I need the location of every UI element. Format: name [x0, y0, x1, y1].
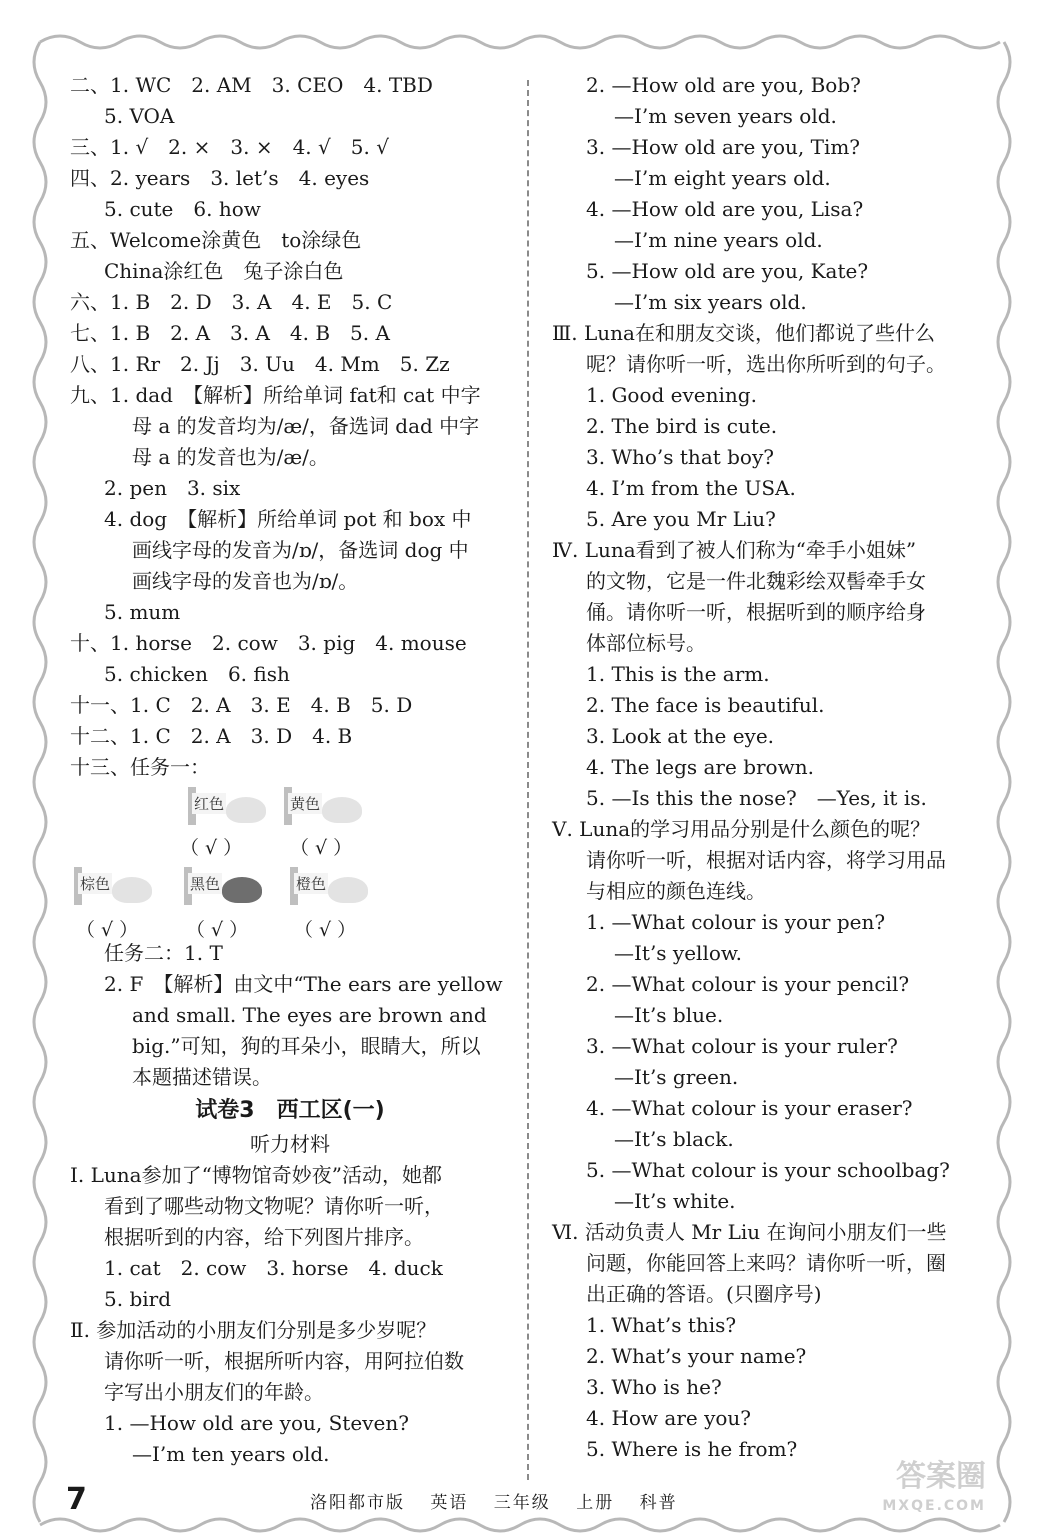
color-label: 橙色: [296, 875, 327, 893]
task1-picture-black: [184, 863, 268, 909]
text-line: —I’m ten years old.: [132, 1442, 330, 1466]
text-line: —It’s green.: [614, 1065, 739, 1089]
watermark-url: MXQE.COM: [882, 1498, 986, 1514]
text-line: 呢？请你听一听，选出你所听到的句子。: [586, 352, 946, 376]
text-line: Ⅵ. 活动负责人 Mr Liu 在询问小朋友们一些: [552, 1220, 947, 1244]
text-line: 根据听到的内容，给下列图片排序。: [104, 1225, 424, 1249]
text-line: big.”可知，狗的耳朵小，眼睛大，所以: [132, 1034, 481, 1058]
text-line: 2. pen 3. six: [104, 476, 241, 500]
text-line: 1. This is the arm.: [586, 662, 770, 686]
text-line: —It’s blue.: [614, 1003, 724, 1027]
text-line: Ⅰ. Luna参加了“博物馆奇妙夜”活动，她都: [70, 1163, 443, 1187]
text-line: 1. What’s this?: [586, 1313, 737, 1337]
text-line: 十二、1. C 2. A 3. D 4. B: [70, 724, 353, 748]
color-label: 黄色: [290, 795, 321, 813]
text-line: 问题，你能回答上来吗？请你听一听，圈: [586, 1251, 946, 1275]
text-line: Ⅲ. Luna在和朋友交谈，他们都说了些什么: [552, 321, 935, 345]
text-line: 1. Good evening.: [586, 383, 757, 407]
text-line: —It’s black.: [614, 1127, 734, 1151]
text-line: 4. —What colour is your eraser?: [586, 1096, 913, 1120]
text-line: 2. F 【解析】由文中“The ears are yellow: [104, 972, 503, 996]
color-label: 棕色: [80, 875, 111, 893]
text-line: —I’m nine years old.: [614, 228, 823, 252]
text-line: 2. —What colour is your pencil?: [586, 972, 910, 996]
text-line: 3. —What colour is your ruler?: [586, 1034, 898, 1058]
answer-key-lines: [70, 70, 510, 783]
text-line: 3. Who’s that boy?: [586, 445, 774, 469]
text-line: and small. The eyes are brown and: [132, 1003, 487, 1027]
right-column: [552, 70, 992, 1465]
text-line: 2. The bird is cute.: [586, 414, 778, 438]
test-paper-heading: 试卷3 西工区(一): [195, 1098, 385, 1123]
text-line: 与相应的颜色连线。: [586, 879, 766, 903]
text-line: 4. —How old are you, Lisa?: [586, 197, 864, 221]
text-line: 五、Welcome涂黄色 to涂绿色: [70, 228, 362, 252]
text-line: 四、2. years 3. let’s 4. eyes: [70, 166, 370, 190]
text-line: 请你听一听，根据对话内容，将学习用品: [586, 848, 946, 872]
text-line: 5. cute 6. how: [104, 197, 261, 221]
listening-script-lines: [552, 70, 992, 1465]
check-mark: （ √ ）: [180, 837, 243, 859]
text-line: —It’s white.: [614, 1189, 736, 1213]
text-line: 1. cat 2. cow 3. horse 4. duck: [104, 1256, 443, 1280]
text-line: 4. I’m from the USA.: [586, 476, 796, 500]
text-line: —It’s yellow.: [614, 941, 742, 965]
listening-material-heading: 听力材料: [250, 1132, 330, 1156]
text-line: 3. —How old are you, Tim?: [586, 135, 861, 159]
text-line: —I’m six years old.: [614, 290, 807, 314]
text-line: 5. —Is this the nose? —Yes, it is.: [586, 786, 927, 810]
text-line: 5. bird: [104, 1287, 172, 1311]
task2-lines: [70, 938, 510, 1093]
left-column: [70, 70, 510, 1470]
text-line: China涂红色 兔子涂白色: [104, 259, 344, 283]
text-line: 七、1. B 2. A 3. A 4. B 5. A: [70, 321, 390, 345]
text-line: Ⅳ. Luna看到了被人们称为“牵手小姐妹”: [552, 538, 917, 562]
text-line: 字写出小朋友们的年龄。: [104, 1380, 324, 1404]
text-line: 母 a 的发音均为/æ/，备选词 dad 中字: [132, 414, 480, 438]
text-line: 5. mum: [104, 600, 181, 624]
page-footer: [60, 1459, 1000, 1522]
text-line: 八、1. Rr 2. Jj 3. Uu 4. Mm 5. Zz: [70, 352, 450, 376]
text-line: 5. —What colour is your schoolbag?: [586, 1158, 950, 1182]
footer-edition-text: 洛阳都市版 英语 三年级 上册 科普: [310, 1493, 678, 1513]
text-line: 1. —How old are you, Steven?: [104, 1411, 409, 1435]
text-line: 2. The face is beautiful.: [586, 693, 825, 717]
text-line: 5. Are you Mr Liu?: [586, 507, 776, 531]
check-mark: （ √ ）: [76, 919, 139, 941]
text-line: 5. chicken 6. fish: [104, 662, 290, 686]
text-line: 画线字母的发音为/ɒ/，备选词 dog 中: [132, 538, 469, 562]
text-line: 4. dog 【解析】所给单词 pot 和 box 中: [104, 507, 472, 531]
text-line: 1. —What colour is your pen?: [586, 910, 886, 934]
task1-picture-grid: [76, 783, 510, 941]
color-label: 黑色: [190, 875, 221, 893]
listening-material-lines: [70, 1160, 510, 1470]
text-line: 3. Look at the eye.: [586, 724, 775, 748]
text-line: 十、1. horse 2. cow 3. pig 4. mouse: [70, 631, 467, 655]
text-line: 九、1. dad 【解析】所给单词 fat和 cat 中字: [70, 383, 481, 407]
text-line: 5. —How old are you, Kate?: [586, 259, 869, 283]
text-line: 5. Where is he from?: [586, 1437, 798, 1461]
text-line: 六、1. B 2. D 3. A 4. E 5. C: [70, 290, 393, 314]
task1-picture-orange: [290, 863, 374, 909]
text-line: 本题描述错误。: [132, 1065, 272, 1089]
task1-picture-red: [188, 783, 272, 829]
watermark-logo: [882, 1451, 986, 1514]
text-line: 请你听一听，根据所听内容，用阿拉伯数: [104, 1349, 464, 1373]
watermark-text: 答案圈: [896, 1459, 986, 1494]
text-line: 出正确的答语。(只圈序号): [586, 1282, 822, 1306]
check-mark: （ √ ）: [186, 919, 249, 941]
text-line: 2. —How old are you, Bob?: [586, 73, 861, 97]
text-line: 的文物，它是一件北魏彩绘双髻牵手女: [586, 569, 926, 593]
check-mark: （ √ ）: [290, 837, 353, 859]
color-label: 红色: [194, 795, 225, 813]
text-line: 三、1. √ 2. × 3. × 4. √ 5. √: [70, 135, 389, 159]
text-line: Ⅴ. Luna的学习用品分别是什么颜色的呢？: [552, 817, 931, 841]
column-divider: [527, 80, 529, 1480]
text-line: 5. VOA: [104, 104, 175, 128]
text-line: 4. How are you?: [586, 1406, 752, 1430]
text-line: 看到了哪些动物文物呢？请你听一听，: [104, 1194, 444, 1218]
text-line: 母 a 的发音也为/æ/。: [132, 445, 329, 469]
text-line: —I’m seven years old.: [614, 104, 837, 128]
text-line: 4. The legs are brown.: [586, 755, 814, 779]
text-line: 十三、任务一：: [70, 755, 210, 779]
text-line: 二、1. WC 2. AM 3. CEO 4. TBD: [70, 73, 433, 97]
task1-picture-brown: [74, 863, 158, 909]
text-line: —I’m eight years old.: [614, 166, 831, 190]
text-line: 2. What’s your name?: [586, 1344, 807, 1368]
text-line: 任务二：1. T: [104, 941, 223, 965]
text-line: 画线字母的发音也为/ɒ/。: [132, 569, 359, 593]
check-mark: （ √ ）: [294, 919, 357, 941]
text-line: 体部位标号。: [586, 631, 706, 655]
text-line: Ⅱ. 参加活动的小朋友们分别是多少岁呢？: [70, 1318, 437, 1342]
text-line: 俑。请你听一听，根据听到的顺序给身: [586, 600, 926, 624]
task1-picture-yellow: [284, 783, 368, 829]
text-line: 十一、1. C 2. A 3. E 4. B 5. D: [70, 693, 413, 717]
text-line: 3. Who is he?: [586, 1375, 722, 1399]
page-number: 7: [66, 1482, 87, 1517]
